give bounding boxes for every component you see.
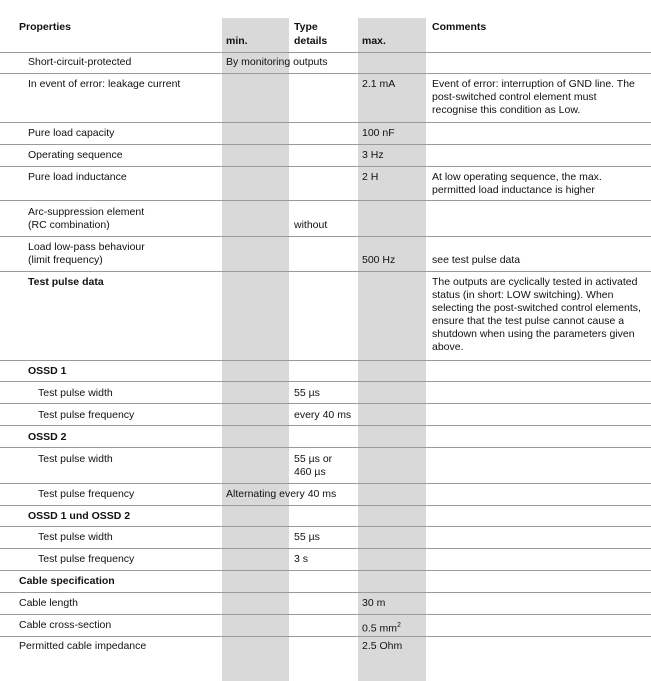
property-label: Test pulse width <box>38 531 113 543</box>
max-value-text: 0.5 mm <box>362 622 398 635</box>
property-label: Short-circuit-protected <box>28 56 132 68</box>
header-type-line2: details <box>294 35 328 47</box>
row-divider <box>0 592 651 593</box>
comment: At low operating sequence, the max. permitted load inductance is higher <box>432 171 602 196</box>
row-divider <box>0 570 651 571</box>
row-divider <box>0 236 651 237</box>
row-divider <box>0 73 651 74</box>
type-value: every 40 ms <box>294 409 352 421</box>
row-divider <box>0 526 651 527</box>
row-divider <box>0 505 651 506</box>
type-value: without <box>294 219 328 231</box>
row-divider <box>0 144 651 145</box>
row-divider <box>0 200 651 201</box>
max-value-superscript: 2 <box>397 622 401 629</box>
property-label: Test pulse width <box>38 453 113 465</box>
row-divider <box>0 122 651 123</box>
max-value: 2.1 mA <box>362 78 396 90</box>
type-value: 55 µs <box>294 531 320 543</box>
max-column-shade <box>358 18 426 681</box>
max-value: 2 H <box>362 171 379 183</box>
header-type-line1: Type <box>294 21 318 33</box>
type-value: 3 s <box>294 553 309 565</box>
row-divider <box>0 483 651 484</box>
property-label: Pure load capacity <box>28 127 115 139</box>
max-value: 500 Hz <box>362 254 396 266</box>
subsection-label: OSSD 1 und OSSD 2 <box>28 510 131 522</box>
min-column-shade <box>222 18 289 681</box>
comment: The outputs are cyclically tested in activated status (in short: LOW switching). When selecting the post-switched control elements, ensure that the test pulse cannot cause a shutdown when using the parameters given above. <box>432 276 641 353</box>
subsection-label: OSSD 2 <box>28 431 67 443</box>
max-value <box>362 619 401 636</box>
property-label: Test pulse frequency <box>38 553 135 565</box>
type-value: By monitoring outputs <box>226 56 328 68</box>
row-divider <box>0 425 651 426</box>
property-label: Test pulse frequency <box>38 488 135 500</box>
row-divider <box>0 381 651 382</box>
property-label: Operating sequence <box>28 149 123 161</box>
property-label: Test pulse frequency <box>38 409 135 421</box>
section-label: Test pulse data <box>28 276 104 288</box>
header-comments: Comments <box>432 21 487 33</box>
property-label: In event of error: leakage current <box>28 78 181 90</box>
comment: see test pulse data <box>432 254 521 266</box>
row-divider <box>0 447 651 448</box>
row-divider <box>0 403 651 404</box>
property-label: Permitted cable impedance <box>19 640 147 652</box>
row-divider <box>0 52 651 53</box>
property-label-line2: (limit frequency) <box>28 254 103 266</box>
type-value-line2: 460 µs <box>294 466 326 478</box>
property-label: Cable length <box>19 597 78 609</box>
section-label: Cable specification <box>19 575 115 587</box>
row-divider <box>0 360 651 361</box>
comment: Event of error: interruption of GND line. The post-switched control element must recognise this condition as Low. <box>432 78 635 116</box>
type-value: 55 µs <box>294 387 320 399</box>
row-divider <box>0 166 651 167</box>
max-value: 100 nF <box>362 127 395 139</box>
max-value: 2.5 Ohm <box>362 640 403 652</box>
row-divider <box>0 614 651 615</box>
property-label-line2: (RC combination) <box>28 219 110 231</box>
type-value: Alternating every 40 ms <box>226 488 337 500</box>
row-divider <box>0 271 651 272</box>
property-label: Test pulse width <box>38 387 113 399</box>
max-value: 30 m <box>362 597 386 609</box>
row-divider <box>0 636 651 637</box>
max-value: 3 Hz <box>362 149 384 161</box>
property-label: Cable cross-section <box>19 619 112 631</box>
type-value-line1: 55 µs or <box>294 453 333 465</box>
property-label-line1: Arc-suppression element <box>28 206 145 218</box>
subsection-label: OSSD 1 <box>28 365 67 377</box>
property-label-line1: Load low-pass behaviour <box>28 241 145 253</box>
row-divider <box>0 548 651 549</box>
header-min: min. <box>226 35 248 47</box>
property-label: Pure load inductance <box>28 171 127 183</box>
header-properties: Properties <box>19 21 71 33</box>
header-max: max. <box>362 35 386 47</box>
